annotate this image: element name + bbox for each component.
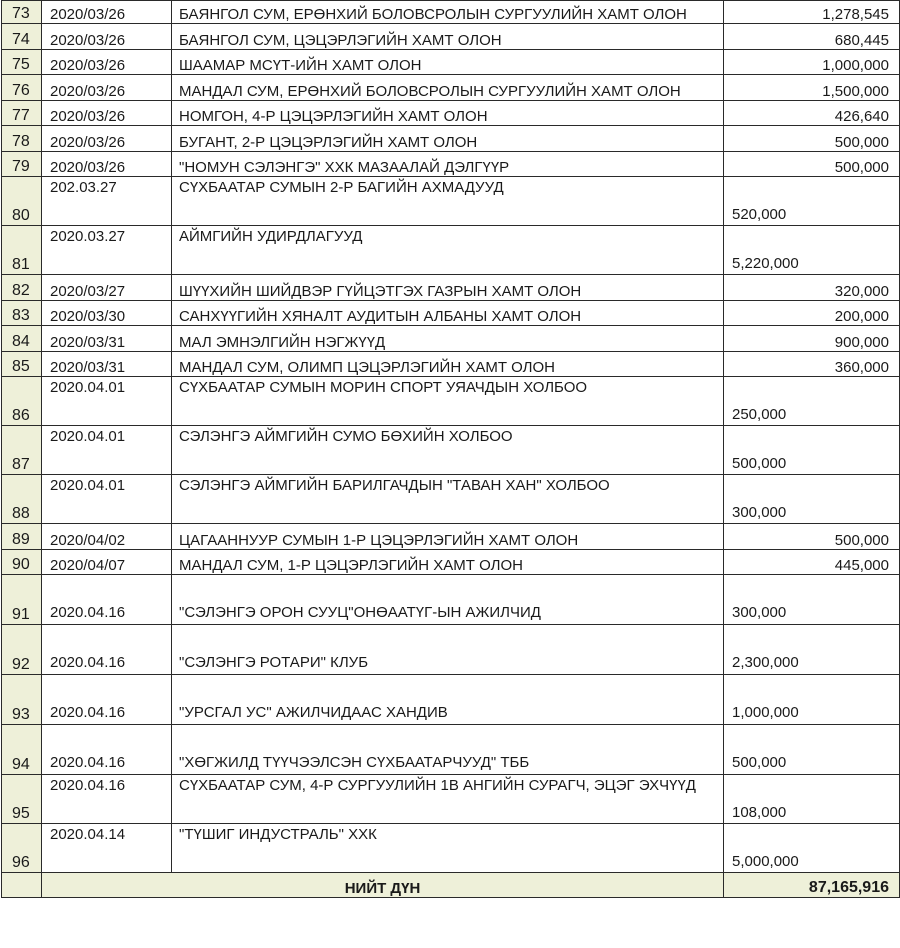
row-amount: 520,000 [724,177,900,226]
row-number: 94 [2,725,42,775]
row-date: 2020/03/31 [42,326,172,352]
row-number: 93 [2,675,42,725]
row-donor: САНХҮҮГИЙН ХЯНАЛТ АУДИТЫН АЛБАНЫ ХАМТ ОЛОН [172,300,724,326]
table-row [2,625,900,675]
row-donor: БАЯНГОЛ СУМ, ЦЭЦЭРЛЭГИЙН ХАМТ ОЛОН [172,24,724,50]
table-row [2,100,900,126]
row-number: 88 [2,475,42,524]
row-number: 79 [2,151,42,177]
row-date: 2020.04.16 [42,775,172,824]
row-number: 91 [2,575,42,625]
table-row [2,300,900,326]
row-number: 86 [2,377,42,426]
row-number: 78 [2,126,42,152]
table-row [2,575,900,625]
row-donor: МАНДАЛ СУМ, 1-Р ЦЭЦЭРЛЭГИЙН ХАМТ ОЛОН [172,549,724,575]
row-number: 95 [2,775,42,824]
row-amount: 2,300,000 [724,625,900,675]
row-date: 2020.04.16 [42,675,172,725]
table-row [2,75,900,101]
table-row [2,126,900,152]
table-row [2,49,900,75]
row-amount: 1,000,000 [724,49,900,75]
row-date: 2020/03/26 [42,100,172,126]
row-donor: "ХӨГЖИЛД ТҮҮЧЭЭЛСЭН СҮХБААТАРЧУУД" ТББ [172,725,724,775]
row-number: 85 [2,351,42,377]
table-row [2,475,900,524]
total-row [2,873,900,898]
row-number: 92 [2,625,42,675]
row-amount: 500,000 [724,126,900,152]
row-amount: 500,000 [724,524,900,550]
table-row [2,549,900,575]
row-donor: БАЯНГОЛ СУМ, ЕРӨНХИЙ БОЛОВСРОЛЫН СУРГУУЛИЙН ХАМТ ОЛОН [172,1,724,24]
row-date: 2020/03/26 [42,24,172,50]
table-row [2,426,900,475]
row-donor: СҮХБААТАР СУМЫН МОРИН СПОРТ УЯАЧДЫН ХОЛБОО [172,377,724,426]
row-donor: МАЛ ЭМНЭЛГИЙН НЭГЖҮҮД [172,326,724,352]
total-label: НИЙТ ДҮН [42,873,724,898]
row-amount: 500,000 [724,725,900,775]
total-amount: 87,165,916 [724,873,900,898]
row-number: 81 [2,226,42,275]
row-date: 2020/03/26 [42,151,172,177]
row-number: 75 [2,49,42,75]
row-amount: 500,000 [724,151,900,177]
row-date: 2020.03.27 [42,226,172,275]
row-number: 96 [2,824,42,873]
row-date: 2020/04/02 [42,524,172,550]
row-date: 202.03.27 [42,177,172,226]
row-amount: 108,000 [724,775,900,824]
row-number: 80 [2,177,42,226]
row-amount: 426,640 [724,100,900,126]
row-donor: "НОМУН СЭЛЭНГЭ" ХХК МАЗААЛАЙ ДЭЛГҮҮР [172,151,724,177]
table-row [2,177,900,226]
row-date: 2020/03/27 [42,275,172,301]
row-number: 82 [2,275,42,301]
row-donor: "СЭЛЭНГЭ РОТАРИ" КЛУБ [172,625,724,675]
row-date: 2020/03/26 [42,1,172,24]
row-donor: АЙМГИЙН УДИРДЛАГУУД [172,226,724,275]
table-row [2,351,900,377]
table-row [2,326,900,352]
row-number: 83 [2,300,42,326]
row-amount: 250,000 [724,377,900,426]
table-row [2,524,900,550]
row-date: 2020/03/26 [42,75,172,101]
row-date: 2020/03/31 [42,351,172,377]
table-row [2,675,900,725]
row-number: 74 [2,24,42,50]
row-amount: 1,000,000 [724,675,900,725]
table-row [2,275,900,301]
row-amount: 5,000,000 [724,824,900,873]
row-number: 84 [2,326,42,352]
table-row [2,725,900,775]
row-amount: 200,000 [724,300,900,326]
total-number-cell [2,873,42,898]
row-date: 2020/03/30 [42,300,172,326]
row-donor: БУГАНТ, 2-Р ЦЭЦЭРЛЭГИЙН ХАМТ ОЛОН [172,126,724,152]
row-amount: 900,000 [724,326,900,352]
row-amount: 1,278,545 [724,1,900,24]
row-amount: 5,220,000 [724,226,900,275]
row-donor: "ТҮШИГ ИНДУСТРАЛЬ" ХХК [172,824,724,873]
row-number: 90 [2,549,42,575]
row-donor: НОМГОН, 4-Р ЦЭЦЭРЛЭГИЙН ХАМТ ОЛОН [172,100,724,126]
row-amount: 360,000 [724,351,900,377]
row-date: 2020.04.01 [42,475,172,524]
table-row [2,226,900,275]
table-row [2,824,900,873]
row-date: 2020.04.16 [42,575,172,625]
table-row [2,1,900,24]
row-donor: ШҮҮХИЙН ШИЙДВЭР ГҮЙЦЭТГЭХ ГАЗРЫН ХАМТ ОЛОН [172,275,724,301]
row-date: 2020/03/26 [42,126,172,152]
row-donor: "СЭЛЭНГЭ ОРОН СУУЦ"ОНӨААТҮГ-ЫН АЖИЛЧИД [172,575,724,625]
donations-table [1,0,900,898]
row-date: 2020/03/26 [42,49,172,75]
row-date: 2020/04/07 [42,549,172,575]
row-amount: 300,000 [724,475,900,524]
row-donor: ЦАГААННУУР СУМЫН 1-Р ЦЭЦЭРЛЭГИЙН ХАМТ ОЛОН [172,524,724,550]
row-amount: 680,445 [724,24,900,50]
row-amount: 500,000 [724,426,900,475]
row-date: 2020.04.14 [42,824,172,873]
row-date: 2020.04.16 [42,625,172,675]
table-row [2,24,900,50]
table-row [2,377,900,426]
row-amount: 320,000 [724,275,900,301]
row-number: 77 [2,100,42,126]
row-date: 2020.04.01 [42,377,172,426]
row-amount: 445,000 [724,549,900,575]
row-date: 2020.04.01 [42,426,172,475]
row-donor: СЭЛЭНГЭ АЙМГИЙН СУМО БӨХИЙН ХОЛБОО [172,426,724,475]
row-donor: СҮХБААТАР СУМ, 4-Р СУРГУУЛИЙН 1В АНГИЙН СУРАГЧ, ЭЦЭГ ЭХЧҮҮД [172,775,724,824]
row-donor: ШААМАР МСҮТ-ИЙН ХАМТ ОЛОН [172,49,724,75]
row-donor: МАНДАЛ СУМ, ОЛИМП ЦЭЦЭРЛЭГИЙН ХАМТ ОЛОН [172,351,724,377]
row-donor: СҮХБААТАР СУМЫН 2-Р БАГИЙН АХМАДУУД [172,177,724,226]
row-date: 2020.04.16 [42,725,172,775]
row-number: 89 [2,524,42,550]
table-row [2,775,900,824]
row-donor: МАНДАЛ СУМ, ЕРӨНХИЙ БОЛОВСРОЛЫН СУРГУУЛИЙН ХАМТ ОЛОН [172,75,724,101]
row-amount: 1,500,000 [724,75,900,101]
row-number: 73 [2,1,42,24]
table-row [2,151,900,177]
row-donor: СЭЛЭНГЭ АЙМГИЙН БАРИЛГАЧДЫН "ТАВАН ХАН" ХОЛБОО [172,475,724,524]
row-number: 76 [2,75,42,101]
row-number: 87 [2,426,42,475]
row-donor: "УРСГАЛ УС" АЖИЛЧИДААС ХАНДИВ [172,675,724,725]
row-amount: 300,000 [724,575,900,625]
